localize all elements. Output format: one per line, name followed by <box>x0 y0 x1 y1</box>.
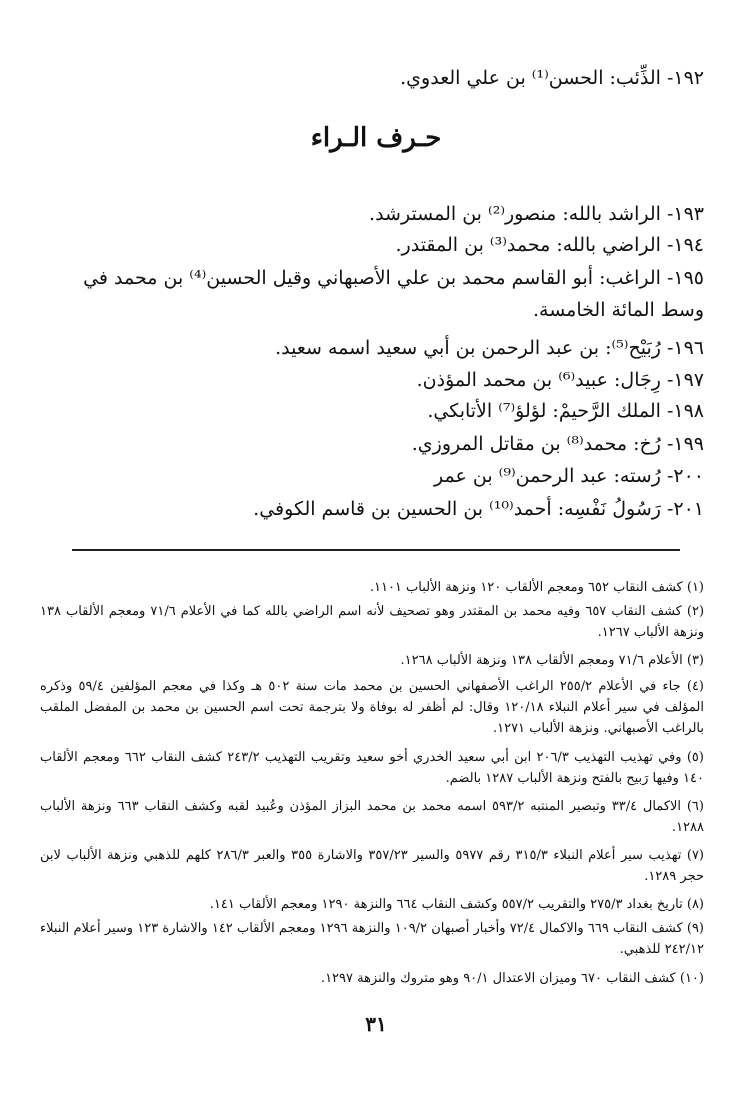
entry-194: ١٩٤- الراضي بالله: محمد⁽³⁾ بن المقتدر. <box>395 234 704 256</box>
entry-199: ١٩٩- رُخ: محمد⁽⁸⁾ بن مقاتل المروزي. <box>411 433 704 455</box>
footnote-7: (٧) تهذيب سير أعلام النبلاء ٣١٥/٣ رقم ٥٩٧٧ والسير ٣٥٧/٢٣ والاشارة ٣٥٥ والعبر ٢٨٦/٣ كلهم للذهبي ونزهة الألباب لابن حجر ١٢٨٩. <box>40 848 704 884</box>
section-heading: حـرف الـراء <box>310 123 442 153</box>
entry-196: ١٩٦- رُبَيْح⁽⁵⁾: بن عبد الرحمن بن أبي سعيد اسمه سعيد. <box>275 337 704 359</box>
entry-192: ١٩٢- الذِّئب: الحسن⁽¹⁾ بن علي العدوي. <box>400 67 704 89</box>
page-number: ٣١ <box>365 1012 387 1036</box>
entry-193: ١٩٣- الراشد بالله: منصور⁽²⁾ بن المسترشد. <box>369 203 704 225</box>
footnote-6: (٦) الاكمال ٣٣/٤ وتبصير المنتبه ٥٩٣/٢ اسمه محمد بن محمد البزاز المؤذن وعُبيد لقبه وكشف النقاب ٦٦٣ ونزهة الألباب ١٢٨٨. <box>40 799 704 835</box>
footnote-5: (٥) وفي تهذيب التهذيب ٢٠٦/٣ ابن أبي سعيد الخدري أخو سعيد وتقريب التهذيب ٢٤٣/٢ كشف النقاب ٦٦٢ ومعجم الألقاب ١٤٠ وفيها رَبيح بالفتح ونزهة الألباب ١٢٨٧ بالضم. <box>40 750 704 786</box>
entry-200: ٢٠٠- رُسته: عبد الرحمن⁽⁹⁾ بن عمر <box>434 465 704 487</box>
footnote-9: (٩) كشف النقاب ٦٦٩ والاكمال ٧٢/٤ وأخبار أصبهان ١٠٩/٢ والنزهة ١٢٩٦ ومعجم الألقاب ١٤٢ والاشارة ١٢٣ وسير أعلام النبلاء ٢٤٢/١٢ للذهبي. <box>40 921 704 957</box>
footnote-divider <box>72 549 680 551</box>
entry-198: ١٩٨- الملك الرَّحيمْ: لؤلؤ⁽⁷⁾ الأتابكي. <box>427 400 704 422</box>
entry-197: ١٩٧- رِجَال: عبيد⁽⁶⁾ بن محمد المؤذن. <box>416 369 704 391</box>
footnote-3: (٣) الأعلام ٧١/٦ ومعجم الألقاب ١٣٨ ونزهة الألباب ١٢٦٨. <box>400 653 704 668</box>
footnote-4: (٤) جاء في الأعلام ٢٥٥/٢ الراغب الأصفهاني الحسين بن محمد مات سنة ٥٠٢ هـ وكذا في معجم المؤلفين ٥٩/٤ وذكره المؤلف في سير أعلام النبلاء ١٢٠/١٨ وقال: لم أظفر له بوفاة ولا بترجمة تحت اسم الحسين بن محمد بن المفضل الملقب بالراغب الأصبهاني. ونزهة الألباب ١٢٧١. <box>40 679 704 736</box>
footnote-10: (١٠) كشف النقاب ٦٧٠ وميزان الاعتدال ٩٠/١ وهو متروك والنزهة ١٢٩٧. <box>320 971 704 986</box>
footnote-8: (٨) تاريخ بغداد ٢٧٥/٣ والتقريب ٥٥٧/٢ وكشف النقاب ٦٦٤ والنزهة ١٢٩٠ ومعجم الألقاب ١٤١. <box>209 897 704 912</box>
entry-201: ٢٠١- رَسُولُ نَفْسِه: أحمد⁽¹⁰⁾ بن الحسين بن قاسم الكوفي. <box>253 498 704 520</box>
entry-195: ١٩٥- الراغب: أبو القاسم محمد بن علي الأصبهاني وقيل الحسين⁽⁴⁾ بن محمد في وسط المائة الخامسة. <box>83 267 704 321</box>
footnote-1: (١) كشف النقاب ٦٥٢ ومعجم الألقاب ١٢٠ ونزهة الألباب ١١٠١. <box>369 580 704 595</box>
footnote-2: (٢) كشف النقاب ٦٥٧ وفيه محمد بن المقتدر وهو تصحيف لأنه اسم الراضي بالله كما في الأعلام ٧١/٦ ومعجم الألقاب ١٣٨ ونزهة الألباب ١٢٦٧. <box>40 604 705 640</box>
